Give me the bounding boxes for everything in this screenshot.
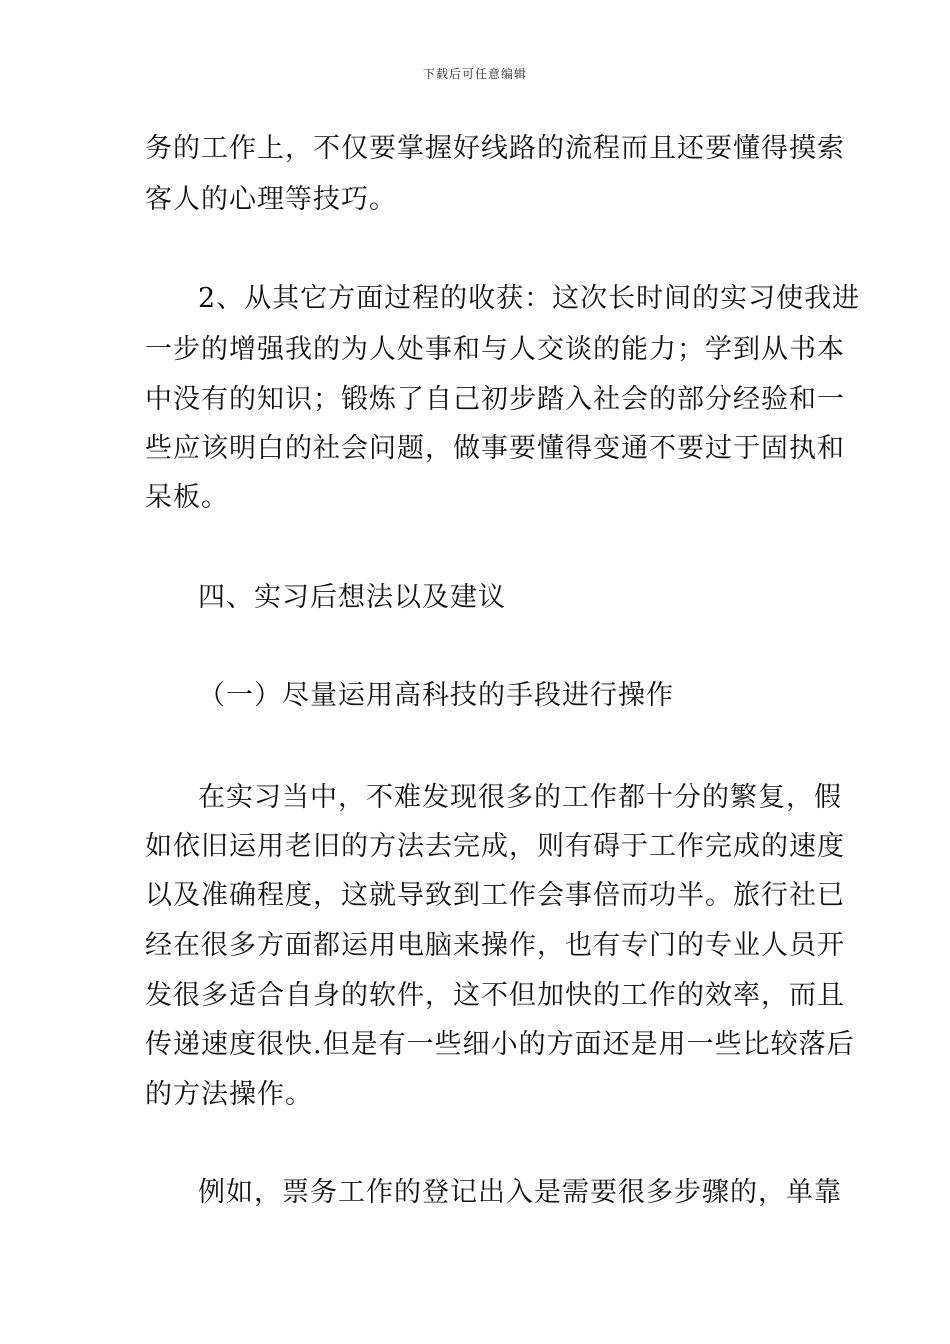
body-line: 呆板。 [145, 482, 229, 513]
body-line: 如依旧运用老旧的方法去完成，则有碍于工作完成的速度 [145, 831, 845, 862]
body-line: 的方法操作。 [145, 1079, 313, 1110]
body-line: 一步的增强我的为人处事和与人交谈的能力；学到从书本 [145, 334, 845, 365]
section-heading: 四、实习后想法以及建议 [198, 582, 506, 613]
body-line: 以及准确程度，这就导致到工作会事倍而功半。旅行社已 [145, 880, 845, 911]
body-line: 传递速度很快.但是有一些细小的方面还是用一些比较落后 [145, 1029, 855, 1060]
paragraph-first-line: 例如，票务工作的登记出入是需要很多步骤的，单靠 [198, 1177, 842, 1208]
body-line: 发很多适合自身的软件，这不但加快的工作的效率，而且 [145, 980, 845, 1011]
body-line: 务的工作上，不仅要掌握好线路的流程而且还要懂得摸索 [145, 133, 845, 164]
page-header: 下载后可任意编辑 [422, 67, 527, 81]
paragraph-first-line: 2、从其它方面过程的收获：这次长时间的实习使我进 [198, 283, 861, 314]
body-line: 中没有的知识；锻炼了自己初步踏入社会的部分经验和一 [145, 384, 845, 415]
paragraph-first-line: 在实习当中，不难发现很多的工作都十分的繁复，假 [198, 782, 842, 813]
subsection-heading: （一）尽量运用高科技的手段进行操作 [198, 680, 674, 711]
body-line: 些应该明白的社会问题，做事要懂得变通不要过于固执和 [145, 433, 845, 464]
body-line: 经在很多方面都运用电脑来操作，也有专门的专业人员开 [145, 930, 845, 961]
body-line: 客人的心理等技巧。 [145, 184, 397, 215]
